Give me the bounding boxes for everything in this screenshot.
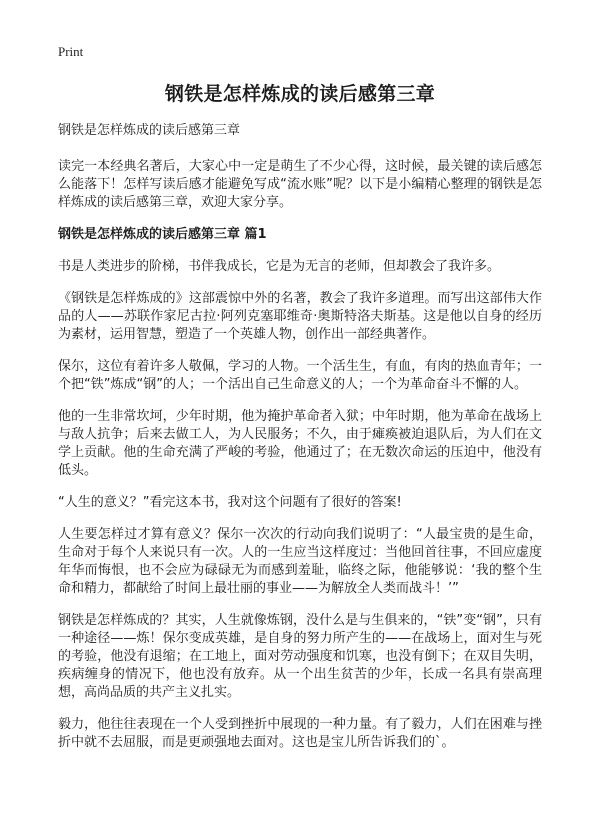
body-paragraph: 书是人类进步的阶梯，书伴我成长，它是为无言的老师，但却教会了我许多。	[58, 259, 501, 274]
body-paragraph: “人生的意义？”看完这本书，我对这个问题有了很好的答案!	[58, 495, 402, 510]
body-paragraph: 保尔，这位有着许多人敬佩，学习的人物。一个活生生，有血，有肉的热血青年；一个把“铁”炼成“钢”的人；一个活出自己生命意义的人；一个为革命奋斗不懈的人。	[58, 359, 542, 392]
body-paragraph: 《钢铁是怎样炼成的》这部震惊中外的名著，教会了我许多道理。而写出这部伟大作品的人——苏联作家尼古拉·阿列克塞耶维奇·奥斯特洛夫斯基。这是他以自身的经历为素材，运用智慧，塑造了一个英雄人物，创作出一部经典著作。	[58, 291, 542, 342]
body-paragraph: 毅力，他往往表现在一个人受到挫折中展现的一种力量。有了毅力，人们在困难与挫折中就不去屈服，而是更顽强地去面对。这也是宝儿所告诉我们的`。	[58, 717, 542, 750]
section-heading: 钢铁是怎样炼成的读后感第三章 篇1	[58, 227, 267, 242]
body-paragraph: 人生要怎样过才算有意义？保尔一次次的行动向我们说明了：“人最宝贵的是生命，生命对于每个人来说只有一次。人的一生应当这样度过：当他回首往事，不回应虚度年华而悔恨，也不会应为碌碌无为而感到羞耻，临终之际，他能够说：‘我的整个生命和精力，都献给了时间上最壮丽的事业——为解放全人类而战斗！’”	[58, 527, 542, 596]
print-label[interactable]: Print	[58, 44, 84, 59]
body-paragraph: 钢铁是怎样炼成的？其实，人生就像炼钢，没什么是与生俱来的，“铁”变“钢”，只有一种途径——炼！保尔变成英雄，是自身的努力所产生的——在战场上，面对生与死的考验，他没有退缩；在工地上，面对劳动强度和饥寒，也没有倒下；在双目失明，疾病缠身的情况下，他也没有放弃。从一个出生贫苦的少年，长成一名具有崇高理想，高尚品质的共产主义扎实。	[58, 613, 542, 700]
document-subtitle: 钢铁是怎样炼成的读后感第三章	[58, 123, 241, 138]
document-title: 钢铁是怎样炼成的读后感第三章	[164, 83, 436, 105]
body-paragraph: 他的一生非常坎坷，少年时期，他为掩护革命者入狱；中年时期，他为革命在战场上与敌人抗争；后来去做工人，为人民服务；不久，由于瘫痪被迫退队后，为人们在文学上贡献。他的生命充满了严峻的考验，他通过了；在无数次命运的压迫中，他没有低头。	[58, 409, 542, 478]
intro-paragraph: 读完一本经典名著后，大家心中一定是萌生了不少心得，这时候，最关键的读后感怎么能落下！怎样写读后感才能避免写成“流水账”呢？以下是小编精心整理的钢铁是怎样炼成的读后感第三章，欢迎大家分享。	[58, 159, 542, 210]
